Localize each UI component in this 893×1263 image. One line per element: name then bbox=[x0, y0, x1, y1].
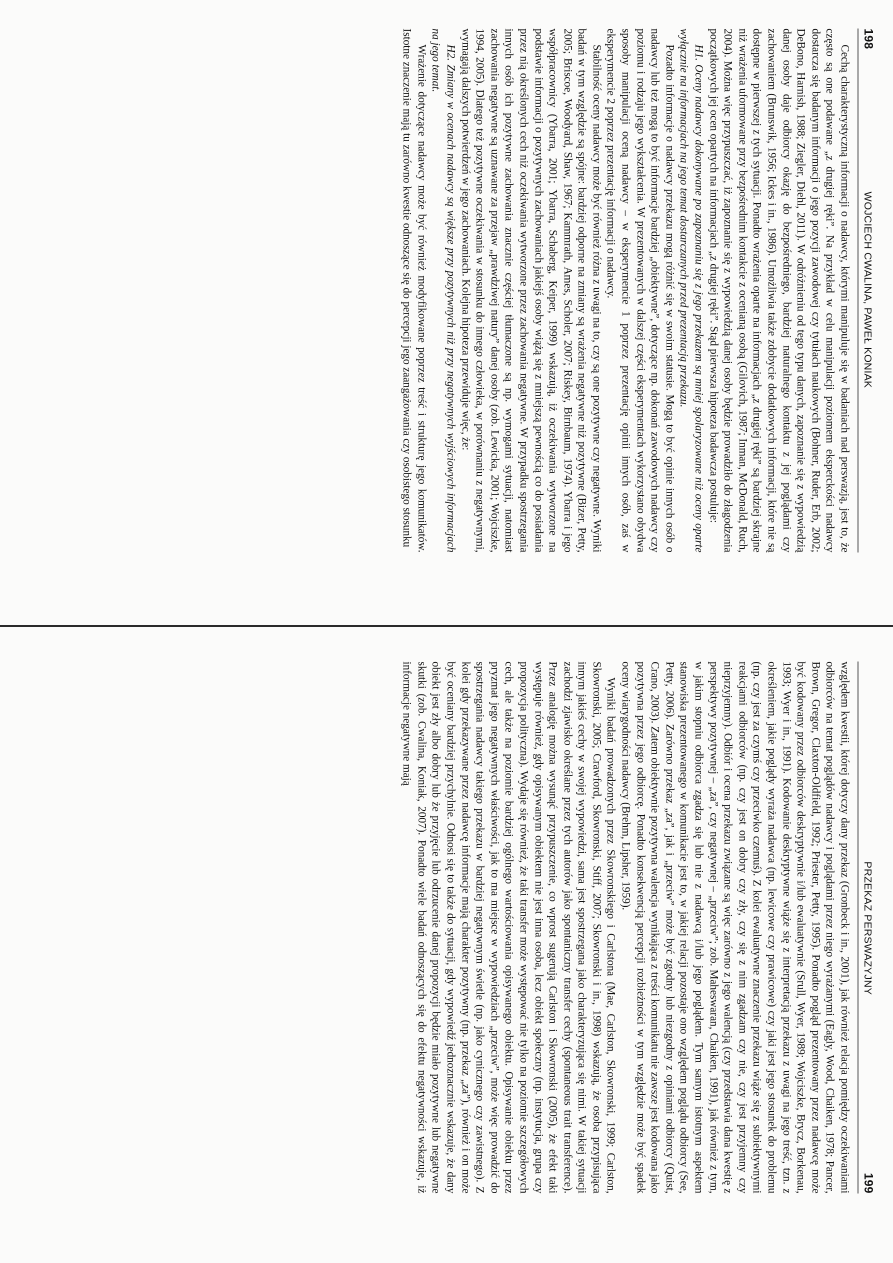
page-number: 199 bbox=[861, 1172, 875, 1193]
hypothesis-h1: H1. Oceny nadawcy dokonywane po zapoznaniu się z jego przekazem są mniej spolaryzowane niż oceny oparte wyłącznie na informacjach na jego temat dostarczanych przed prezentacją przekazu. bbox=[677, 28, 705, 552]
paragraph: Stabilność oceny nadawcy może być również różna z uwagi na to, czy są one pozytywne czy negatywne. Wyniki badań w tym względzie są spójne: bardziej odporne na zmiany są wrażenia negatywne niż pozytywne (Bizer, Petty, 2005; Briscoe, Woodyard, Shaw, 1967; Kammrath, Ames, Scholer, 2007; Riskey, Birnbaum, 1974). Ybarra i jego współpracownicy (Ybarra, 2001; Ybarra, Schaberg, Keiper, 1999) wskazują, iż oczekiwania wytworzone na podstawie informacji o pozytywnych zachowaniach jakiejś osoby wiążą się z mniejszą pewnością co do posiadania przez nią określonych cech niż oczekiwania wytworzone przez zachowania negatywne. W przypadku spostrzegania innych osób ich pozytywne zachowania znacznie częściej tłumaczone są np. wymogami sytuacji, natomiast zachowania negatywne są uznawane za przejaw „prawdziwej natury” danej osoby (zob. Lewicka, 2001; Wojciszke, 1994, 2005). Dlatego też pozytywne oczekiwania w stosunku do innego człowieka, w porównaniu z negatywnymi, wymagają dalszych potwierdzeń w jego zachowaniach. Kolejna hipoteza przewiduje więc, że: bbox=[458, 28, 602, 552]
page-198 bbox=[0, 0, 893, 580]
running-head-title: PRZEKAZ PERSWAZYJNY bbox=[861, 860, 873, 995]
running-head-authors: WOJCIECH CWALINA, PAWEŁ KONIAK bbox=[861, 191, 873, 388]
running-head bbox=[857, 28, 875, 552]
page-199-body bbox=[399, 661, 851, 1193]
paragraph: Cechą charakterystyczną informacji o nadawcy, którymi manipuluje się w badaniach nad perswazją, jest to, że często są one podawane „z drugiej ręki”. Na przykład w celu manipulacji poziomem eksperckości nadawcy dostarcza się badanym informacji o jego pozycji zawodowej czy tytułach naukowych (Bohner, Ruder, Erb, 2002; DeBono, Harnish, 1988; Ziegler, Diehl, 2011). W odróżnieniu od tego typu danych, zapoznanie się z wypowiedzią danej osoby daje odbiorcy okazję do bezpośredniego, bardziej naturalnego kontaktu z jej poglądami czy zachowaniem (Brunswik, 1956; Ickes i in., 1986). Umożliwia także zdobycie dodatkowych informacji, które nie są dostępne w pierwszej z tych sytuacji. Ponadto wrażenia oparte na informacjach „z drugiej ręki” są bardziej skrajne niż wrażenia uformowane przy bezpośrednim kontakcie z ocenianą osobą (Gilovich, 1987; Inman, McDonald, Ruch, 2004). Można więc przypuszczać, iż zapoznanie się z wypowiedzią danej osoby będzie prowadziło do złagodzenia początkowych jej ocen opartych na informacjach „z drugiej ręki”. Stąd pierwsza hipoteza badawcza postuluje: bbox=[706, 28, 850, 552]
page-199 bbox=[0, 633, 893, 1213]
hypothesis-h2: H2. Zmiany w ocenach nadawcy są większe przy pozytywnych niż przy negatywnych wyjściowych informacjach na jego temat. bbox=[429, 28, 456, 552]
paragraph: Pozadto informacje o nadawcy przekazu mogą różnić się w swoim statusie. Mogą to być opinie innych osób o nadawcy lub też mogą to być informacje bardziej „obiektywne”, dotyczące np. dokonań zawodowych nadawcy czy poziomu i rodzaju jego wykształcenia. W prezentowanych w dalszej części eksperymentach wykorzystano obydwa sposoby manipulacji oceną nadawcy – w eksperymencie 1 poprzez prezentację opinii innych osób, zaś w eksperymencie 2 poprzez prezentację informacji o nadawcy. bbox=[604, 28, 675, 552]
running-head bbox=[857, 661, 875, 1193]
paragraph-continued: względem kwestii, której dotyczy dany przekaz (Gronbeck i in., 2001), jak również relacja pomiędzy oczekiwaniami odbiorców na temat poglądów nadawcy i poglądami przez niego wyrażanymi (Eagly, Wood, Chaiken, 1978; Pancer, Brown, Gregor, Claxton-Oldfield, 1992; Priester, Petty, 1995). Ponadto pogląd prezentowany przez nadawcę może być kodowany przez odbiorców deskryptywnie i/lub ewaluatywnie (Srull, Wyer, 1989; Wojciszke, Brycz, Borkenau, 1993; Wyer i in., 1991). Kodowanie deskryptywne wiąże się z interpretacją przekazu z uwagi na jego treść, tzn. z określeniem, jakie poglądy wyraża nadawca (np. lewicowe czy prawicowe) czy jaki jest jego stosunek do problemu (np. czy jest za czymś czy przeciwko czemuś). Z kolei ewaluatywne znaczenie przekazu wiąże się z subiektywnymi reakcjami odbiorców (np. czy jest on dobry czy zły, czy się z nim zgadzam czy nie, czy jest przyjemny czy nieprzyjemny). Odbiór i ocena przekazu związane są więc zarówno z jego walencją (czy przedstawia dana kwestię z perspektywy pozytywnej – „za”, czy negatywnej – „przeciw”; zob. Maheswaran, Chaiken, 1991), jak również z tym, w jakim stopniu odbiorca zgadza się lub nie z nadawcą i/lub jego poglądem. Tym samym istotnym aspektem stanowiska prezentowanego w komunikacie jest to, w jakiej relacji pozostaje ono względem poglądu odbiorcy (See, Petty, 2006). Zarówno przekaz „za”, jak i „przeciw” może być zgodny lub niezgodny z opiniami odbiorcy (Quist, Crano, 2003). Zatem obiektywnie pozytywna walencja wynikająca z treści komunikatu nie zawsze jest kodowana jako pozytywna przez jego odbiorcę. Ponadto konsekwencją percepcji rozbieżności w tym względzie może być spadek oceny wiarygodności nadawcy (Brehm, Lipsher, 1959). bbox=[619, 661, 850, 1193]
page-198-body bbox=[399, 28, 851, 552]
page-198-sheet bbox=[0, 0, 893, 580]
paragraph: Wrażenie dotyczące nadawcy może być również modyfikowane poprzez treść i strukturę jego komunikatów. Istotne znaczenie mają tu zarówno kwestie odnoszące się do percepcji jego zaangażowania czy osobistego stosunku bbox=[400, 28, 427, 552]
page-number: 198 bbox=[861, 28, 875, 49]
paragraph: Wyniki badań prowadzonych przez Skowronskiego i Carlstona (Mae, Carlston, Skowronski, 1999; Carlston, Skowronski, 2005; Crawford, Skowronski, Stiff, 2007; Skowronski i in., 1998) wskazują, że osoba przypisująca innym jakieś cechy w swojej wypowiedzi, sama jest spostrzegana jako charakteryzująca się nimi. W takiej sytuacji zachodzi zjawisko określane przez tych autorów jako spontaniczny transfer cechy (spontaneous trait transference). Przez analogię można wysunąć przypuszczenie, co wprost sugerują Carlston i Skowronski (2005), że efekt taki występuje również, gdy opisywanym obiektem nie jest inna osoba, lecz obiekt społeczny (np. instytucja, grupa czy propozycja polityczna). Wydaje się również, że taki transfer może występować nie tylko na poziomie szczegółowych cech, ale także na poziomie bardziej ogólnego wartościowania opisywanego obiektu. Opisywanie obiektu przez pryzmat jego negatywnych właściwości, jak to ma miejsce w wypowiedziach „przeciw”, może więc prowadzić do spostrzegania nadawcy takiego przekazu w bardziej negatywnym świetle (np. jako cynicznego czy zawistnego). Z kolei gdy przekazywane przez nadawcę informacje mają charakter pozytywny (np. przekaz „za”), również i on może być oceniany bardziej przychylnie. Odnosi się to także do sytuacji, gdy wypowiedź jednoznacznie wskazuje, że dany obiekt jest zły albo dobry lub że przyjęcie lub odrzucenie danej propozycji będzie miało pozytywne lub negatywne skutki (zob. Cwalina, Koniak, 2007). Ponadto wiele badań odnoszących się do efektu negatywności wskazuje, iż informacje negatywne mają bbox=[400, 661, 617, 1193]
page-199-sheet bbox=[0, 633, 893, 1213]
page-gutter-divider bbox=[0, 625, 893, 627]
